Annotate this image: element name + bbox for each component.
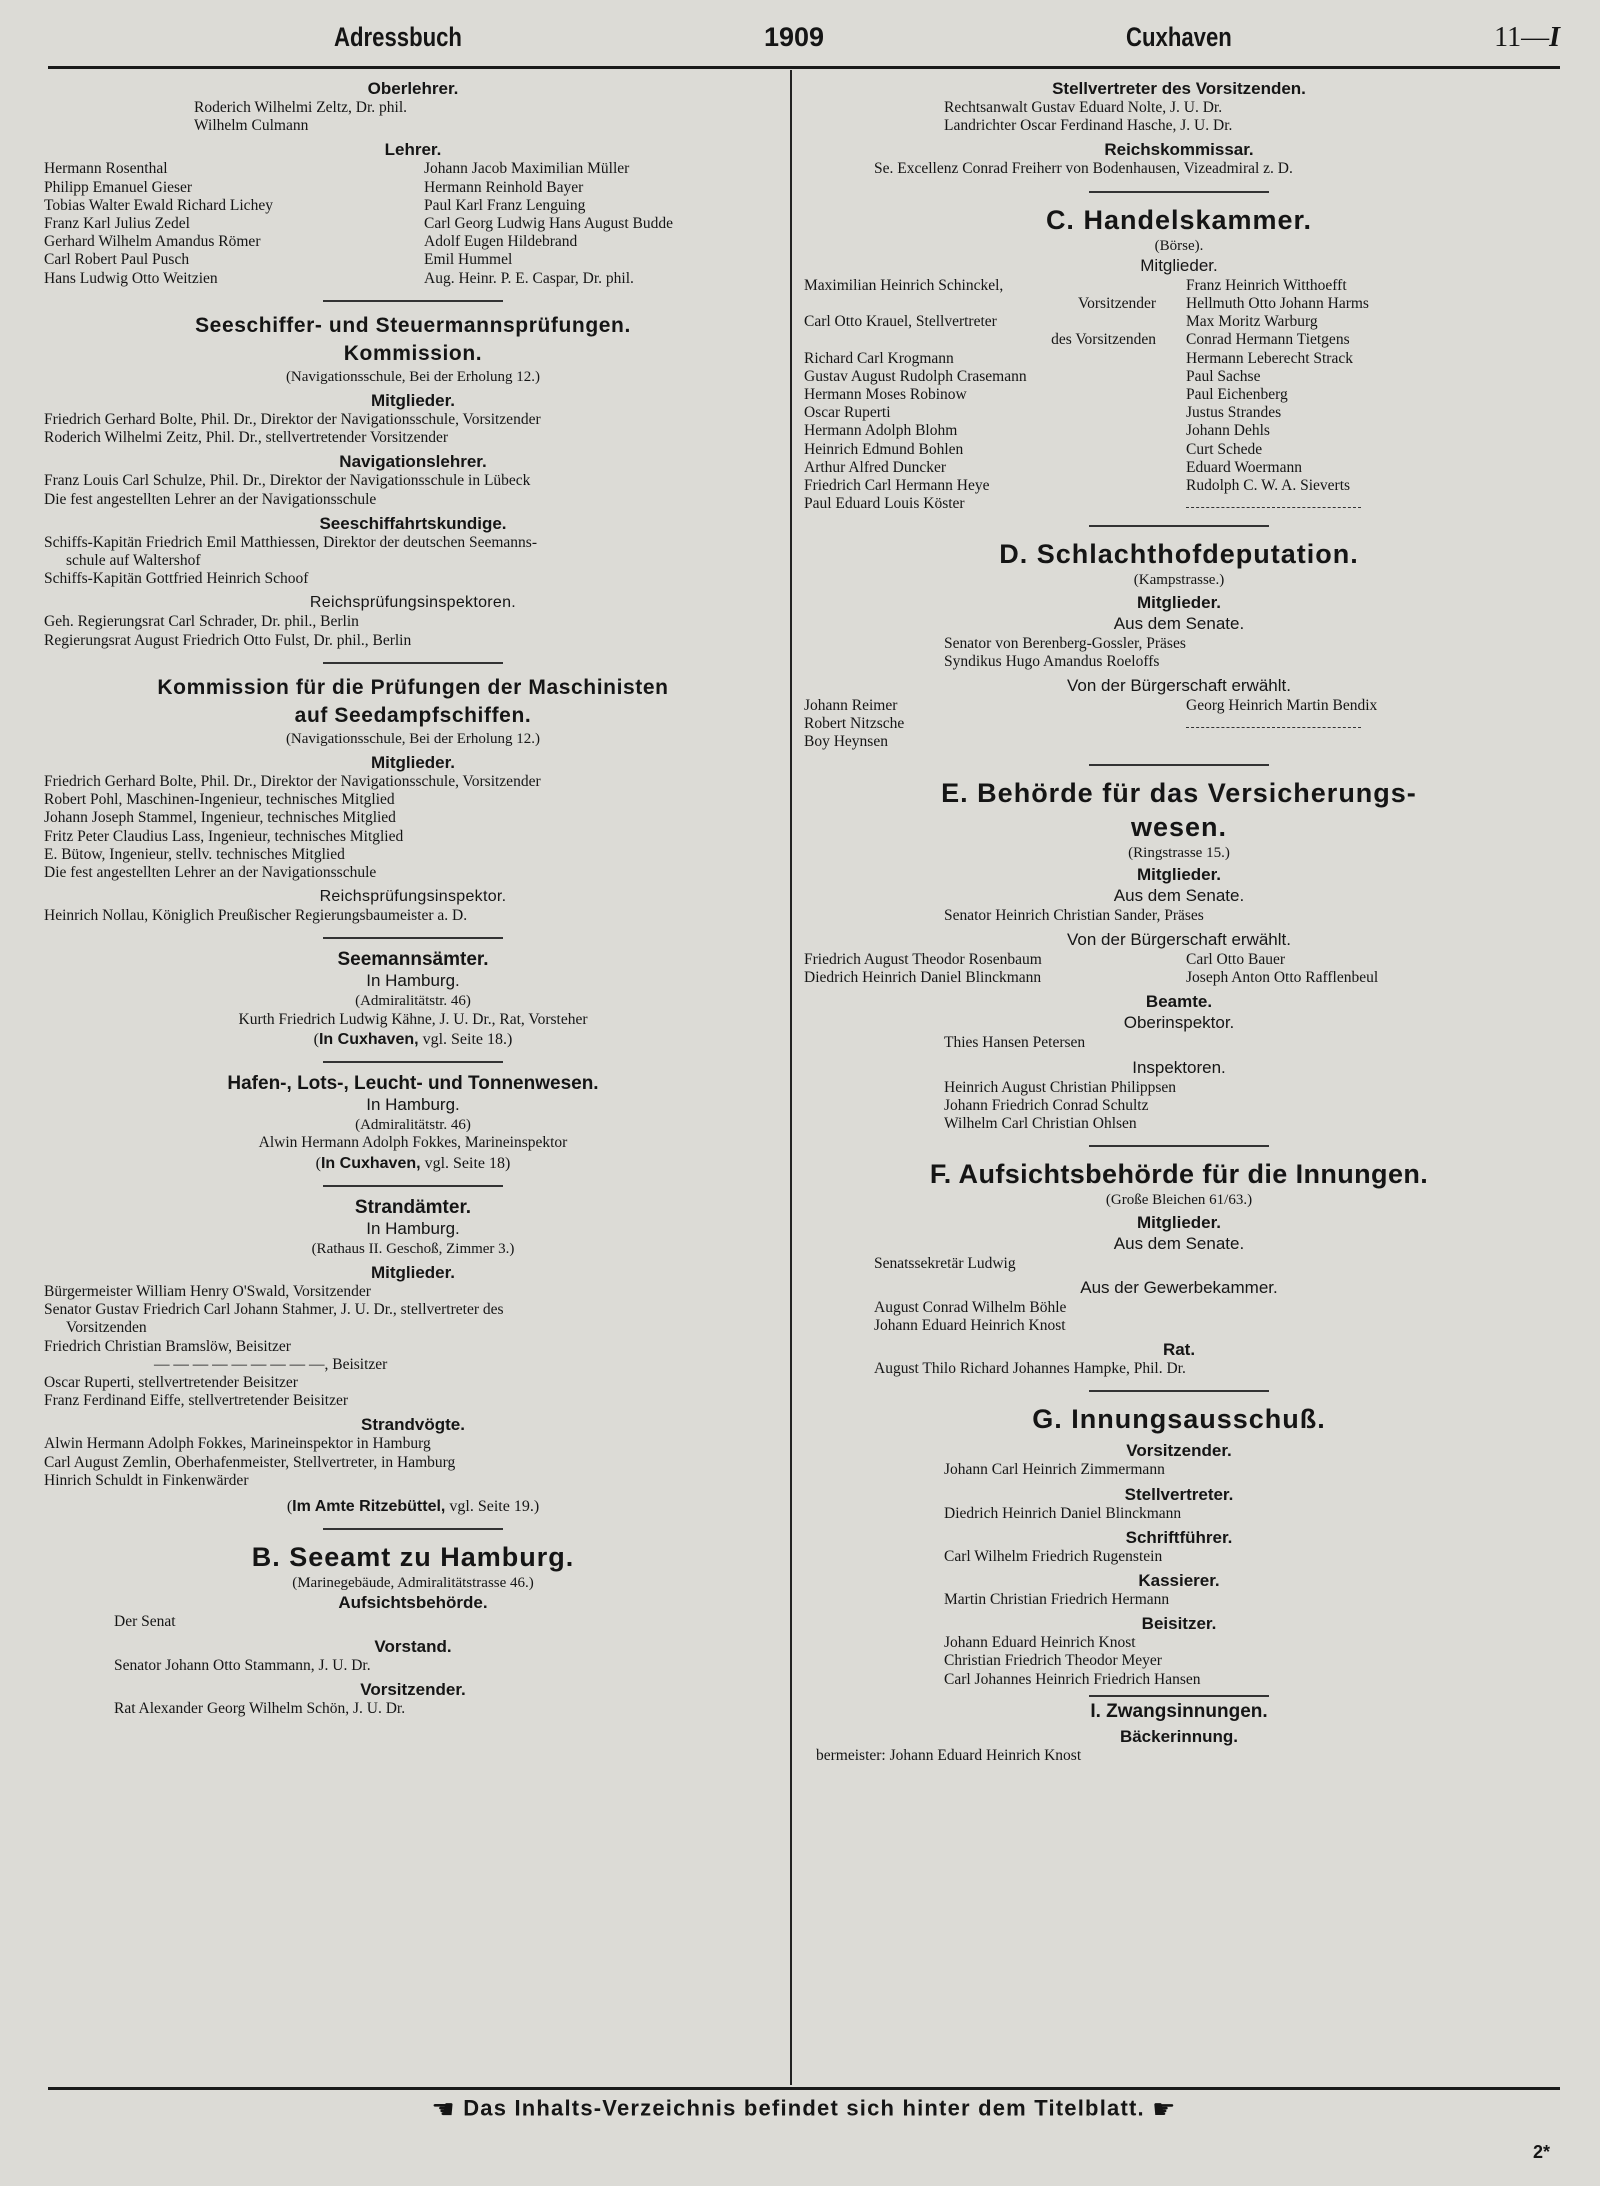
navigationslehrer-heading: Navigationslehrer. [339, 452, 487, 472]
list-item: Syndikus Hugo Amandus Roeloffs [944, 652, 1160, 670]
separator [1089, 191, 1269, 193]
beamte-heading: Beamte. [1145, 992, 1213, 1012]
list-item: Diedrich Heinrich Daniel Blinckmann [804, 969, 1042, 987]
list-item: Hinrich Schuldt in Finkenwärder [44, 1471, 249, 1489]
list-item: Carl Johannes Heinrich Friedrich Hansen [944, 1670, 1201, 1688]
gewerbekammer-list [804, 1299, 1554, 1335]
list-item: Oscar Ruperti [804, 404, 891, 422]
seeamt-heading: B. Seeamt zu Hamburg. [251, 1542, 575, 1573]
versicherung-heading-2: wesen. [1130, 811, 1228, 842]
signature-mark: 2* [1532, 2142, 1550, 2162]
header-book-title: Adressbuch [334, 22, 462, 52]
list-item: Johann Eduard Heinrich Knost [874, 1316, 1066, 1334]
header-year: 1909 [764, 22, 825, 52]
innungsausschuss-heading: G. Innungsausschuß. [1032, 1404, 1326, 1435]
list-item: Alwin Hermann Adolph Fokkes, Marineinspektor in Hamburg [44, 1435, 431, 1453]
schlachthof-address: (Kampstrasse.) [1133, 572, 1225, 589]
list-item: Diedrich Heinrich Daniel Blinckmann [944, 1504, 1182, 1522]
list-item: Robert Nitzsche [804, 715, 905, 733]
list-item: Regierungsrat August Friedrich Otto Fulst, Dr. phil., Berlin [44, 631, 412, 649]
strandaemter-mitglieder-heading: Mitglieder. [370, 1262, 456, 1282]
list-item: Hellmuth Otto Johann Harms [1186, 295, 1369, 313]
list-item: Carl Robert Paul Pusch [44, 251, 190, 269]
innungen-heading: F. Aufsichtsbehörde für die Innungen. [929, 1159, 1429, 1190]
innungen-senat-heading: Aus dem Senate. [1113, 1233, 1245, 1253]
schlachthof-buerger-list [804, 697, 1554, 752]
handelskammer-col-2 [1186, 277, 1554, 514]
list-item: Senator Heinrich Christian Sander, Präses [944, 906, 1204, 924]
footer-note: Das Inhalts-Verzeichnis befindet sich hinter dem Titelblatt. [463, 2095, 1145, 2121]
page-number: 11— [1494, 22, 1550, 53]
list-item: Carl Georg Ludwig Hans August Budde [424, 215, 673, 233]
list-item: Hans Ludwig Otto Weitzien [44, 269, 218, 287]
list-item: Senator Johann Otto Stammann, J. U. Dr. [114, 1656, 371, 1674]
ref-bold: In Cuxhaven, [320, 1154, 421, 1172]
list-item: des Vorsitzenden [1051, 331, 1156, 349]
separator [1089, 525, 1269, 527]
maschinisten-heading-1: Kommission für die Prüfungen der Maschinisten [157, 675, 669, 699]
list-item: Oscar Ruperti, stellvertretender Beisitzer [44, 1373, 298, 1391]
list-item: Die fest angestellten Lehrer an der Navigationsschule [44, 864, 377, 882]
pointing-hand-left-icon: ☚ [431, 2094, 456, 2124]
list-item: Maximilian Heinrich Schinckel, [804, 276, 1004, 294]
list-item: Friedrich Carl Hermann Heye [804, 477, 990, 495]
list-item: Bürgermeister William Henry O'Swald, Vorsitzender [44, 1282, 371, 1300]
list-item: Georg Heinrich Martin Bendix [1186, 697, 1378, 715]
list-item: Heinrich Edmund Bohlen [804, 440, 964, 458]
list-item: Adolf Eugen Hildebrand [424, 233, 578, 251]
versicherung-address: (Ringstrasse 15.) [1128, 844, 1230, 861]
strandaemter-reference [44, 1498, 782, 1516]
header-rule [48, 66, 1560, 69]
list-item: Carl Otto Krauel, Stellvertreter [804, 313, 997, 331]
separator [1089, 1145, 1269, 1147]
list-item: Senatssekretär Ludwig [874, 1254, 1016, 1272]
schlachthof-col-1 [804, 697, 1186, 752]
hafen-person: Alwin Hermann Adolph Fokkes, Marineinspektor [258, 1134, 568, 1152]
list-item: E. Bütow, Ingenieur, stellv. technisches Mitglied [44, 845, 345, 863]
handelskammer-sub: (Börse). [1154, 237, 1204, 254]
seemannsaemter-address: (Admiralitätstr. 46) [355, 993, 471, 1010]
list-item: Schiffs-Kapitän Friedrich Emil Matthiessen, Direktor der deutschen Seemanns- [44, 533, 538, 551]
vorstand-heading: Vorstand. [374, 1636, 452, 1656]
lehrer-col-2 [424, 160, 782, 287]
list-item: Thies Hansen Petersen [944, 1034, 1086, 1052]
seemannsaemter-heading: Seemannsämter. [337, 949, 489, 971]
list-item: Johann Jacob Maximilian Müller [424, 160, 630, 178]
hafen-city: In Hamburg. [366, 1095, 460, 1115]
versicherung-buerger-heading: Von der Bürgerschaft erwählt. [1067, 930, 1291, 950]
list-item: Friedrich Gerhard Bolte, Phil. Dr., Direktor der Navigationsschule, Vorsitzender [44, 773, 541, 791]
list-item: Gustav August Rudolph Crasemann [804, 367, 1027, 385]
aufsichtsbehoerde-heading: Aufsichtsbehörde. [338, 1593, 488, 1613]
list-item: Christian Friedrich Theodor Meyer [944, 1652, 1162, 1670]
list-item: Franz Karl Julius Zedel [44, 215, 190, 233]
list-item: Hermann Leberecht Strack [1186, 349, 1353, 367]
list-item: Paul Sachse [1186, 367, 1261, 385]
list-item: Paul Eduard Louis Köster [804, 495, 965, 513]
seeamt-address: (Marinegebäude, Admiralitätstrasse 46.) [292, 1575, 534, 1592]
rat-heading: Rat. [1162, 1340, 1196, 1360]
seeschiffer-address: (Navigationsschule, Bei der Erholung 12.) [285, 368, 541, 385]
versicherung-buerger-list [804, 951, 1554, 987]
separator [323, 1528, 503, 1530]
ausschuss-schriftfuehrer-heading: Schriftführer. [1125, 1527, 1233, 1547]
list-item: Johann Friedrich Conrad Schultz [944, 1096, 1149, 1114]
list-item: Landrichter Oscar Ferdinand Hasche, J. U. Dr. [944, 117, 1233, 135]
list-item: Carl Otto Bauer [1186, 951, 1286, 969]
list-item: Schiffs-Kapitän Gottfried Heinrich Schoof [44, 570, 309, 588]
list-item: Rat Alexander Georg Wilhelm Schön, J. U. Dr. [114, 1699, 406, 1717]
versicherung-col-2 [1186, 951, 1554, 987]
list-item: Franz Ferdinand Eiffe, stellvertretender Beisitzer [44, 1392, 348, 1410]
list-item: Philipp Emanuel Gieser [44, 178, 193, 196]
page-footer [48, 2094, 1560, 2125]
list-item: Richard Carl Krogmann [804, 349, 954, 367]
list-item: Carl Wilhelm Friedrich Rugenstein [944, 1547, 1163, 1565]
list-item: Hermann Moses Robinow [804, 386, 967, 404]
strandvoegte-heading: Strandvögte. [361, 1415, 465, 1435]
schlachthof-mitglieder-heading: Mitglieder. [1136, 592, 1222, 612]
strandaemter-city: In Hamburg. [366, 1218, 460, 1238]
footer-rule [48, 2087, 1560, 2090]
list-item: Friedrich Christian Bramslöw, Beisitzer [44, 1337, 291, 1355]
ausschuss-vorsitzender-heading: Vorsitzender. [1126, 1441, 1232, 1461]
list-item: August Thilo Richard Johannes Hampke, Phil. Dr. [874, 1360, 1186, 1378]
list-item: Vorsitzenden [66, 1319, 147, 1337]
list-item: Senator Gustav Friedrich Carl Johann Stahmer, J. U. Dr., stellvertreter des [44, 1301, 504, 1319]
innungen-address: (Große Bleichen 61/63.) [1105, 1192, 1253, 1209]
list-item: schule auf Waltershof [66, 552, 201, 570]
list-item: Senator von Berenberg-Gossler, Präses [944, 634, 1186, 652]
oberlehrer-heading: Oberlehrer. [367, 79, 459, 98]
list-item: Johann Dehls [1186, 422, 1270, 440]
list-item: Die fest angestellten Lehrer an der Navigationsschule [44, 490, 377, 508]
list-item: Joseph Anton Otto Rafflenbeul [1186, 969, 1379, 987]
handelskammer-list [804, 277, 1554, 514]
seeschiffer-mitglieder-heading: Mitglieder. [370, 391, 456, 411]
list-item: Emil Hummel [424, 251, 513, 269]
ref-bold: Im Amte Ritzebüttel, [292, 1497, 446, 1515]
ref-paren: ( [286, 1497, 293, 1515]
innungen-mitglieder-heading: Mitglieder. [1136, 1212, 1222, 1232]
versicherung-col-1 [804, 951, 1186, 987]
list-item: Friedrich August Theodor Rosenbaum [804, 951, 1042, 969]
vorsitzender-heading: Vorsitzender. [360, 1679, 466, 1699]
ref-bold: In Cuxhaven, [318, 1030, 419, 1048]
stellvertreter-heading: Stellvertreter des Vorsitzenden. [1052, 79, 1306, 98]
list-item: Paul Karl Franz Lenguing [424, 196, 586, 214]
ref-paren: ( [313, 1030, 319, 1048]
strandaemter-address: (Rathaus II. Geschoß, Zimmer 3.) [311, 1240, 515, 1257]
separator [323, 300, 503, 302]
ausschuss-stellvertreter-heading: Stellvertreter. [1124, 1484, 1234, 1504]
list-item: Arthur Alfred Duncker [804, 458, 947, 476]
list-item: Hermann Reinhold Bayer [424, 178, 584, 196]
list-item: Curt Schede [1186, 440, 1263, 458]
gewerbekammer-heading: Aus der Gewerbekammer. [1080, 1277, 1278, 1297]
list-item: Hermann Rosenthal [44, 160, 168, 178]
list-item: Wilhelm Culmann [194, 117, 309, 135]
versicherung-heading-1: E. Behörde für das Versicherungs- [941, 777, 1417, 808]
schlachthof-buerger-heading: Von der Bürgerschaft erwählt. [1067, 676, 1291, 696]
versicherung-senat-heading: Aus dem Senate. [1113, 885, 1245, 905]
separator [1089, 1695, 1269, 1697]
seeschiffer-heading: Seeschiffer- und Steuermannsprüfungen. [195, 313, 631, 337]
list-item: Heinrich Nollau, Königlich Preußischer Regierungsbaumeister a. D. [44, 907, 468, 925]
ausschuss-beisitzer-list [804, 1634, 1554, 1689]
header-city: Cuxhaven [1126, 22, 1232, 52]
reichskommissar-heading: Reichskommissar. [1104, 140, 1254, 160]
list-item: Conrad Hermann Tietgens [1186, 331, 1350, 349]
ref-rest: vgl. Seite 19.) [445, 1497, 540, 1515]
list-item: Johann Joseph Stammel, Ingenieur, technisches Mitglied [44, 809, 396, 827]
dash-placeholder [1186, 715, 1554, 733]
seemannsaemter-reference [44, 1031, 782, 1049]
seemannsaemter-city: In Hamburg. [366, 971, 460, 991]
ausschuss-beisitzer-heading: Beisitzer. [1141, 1614, 1217, 1634]
baeckerinnung-heading: Bäckerinnung. [1119, 1726, 1239, 1746]
list-item: Rudolph C. W. A. Sieverts [1186, 477, 1351, 495]
maschinisten-mitglieder-heading: Mitglieder. [370, 753, 456, 773]
ref-rest: vgl. Seite 18.) [418, 1030, 513, 1048]
column-divider [790, 70, 792, 2085]
list-item: Geh. Regierungsrat Carl Schrader, Dr. phil., Berlin [44, 613, 359, 631]
list-item: Franz Louis Carl Schulze, Phil. Dr., Direktor der Navigationsschule in Lübeck [44, 472, 531, 490]
oberinspektor-heading: Oberinspektor. [1123, 1013, 1235, 1033]
list-item: Friedrich Gerhard Bolte, Phil. Dr., Direktor der Navigationsschule, Vorsitzender [44, 411, 541, 429]
list-item: Max Moritz Warburg [1186, 313, 1318, 331]
list-item: Justus Strandes [1186, 404, 1282, 422]
maschinisten-address: (Navigationsschule, Bei der Erholung 12.) [285, 730, 541, 747]
list-item: — — — — — — — — —, Beisitzer [154, 1355, 388, 1373]
list-item: Martin Christian Friedrich Hermann [944, 1590, 1170, 1608]
list-item: Franz Heinrich Witthoefft [1186, 276, 1347, 294]
separator [323, 937, 503, 939]
list-item: Tobias Walter Ewald Richard Lichey [44, 196, 273, 214]
right-column [804, 78, 1554, 1765]
list-item: bermeister: Johann Eduard Heinrich Knost [816, 1746, 1082, 1764]
list-item: Heinrich August Christian Philippsen [944, 1078, 1177, 1096]
versicherung-mitglieder-heading: Mitglieder. [1136, 864, 1222, 884]
list-item: Se. Excellenz Conrad Freiherr von Bodenhausen, Vizeadmiral z. D. [874, 160, 1293, 178]
lehrer-list [44, 160, 782, 287]
schlachthof-col-2 [1186, 697, 1554, 752]
list-item: Carl August Zemlin, Oberhafenmeister, Stellvertreter, in Hamburg [44, 1453, 456, 1471]
reichspruefungsinspektor-heading: Reichsprüfungsinspektor. [319, 888, 507, 906]
handelskammer-heading: C. Handelskammer. [1045, 204, 1313, 235]
handelskammer-col-1 [804, 277, 1186, 514]
inspektoren-list [804, 1079, 1554, 1134]
list-item: Johann Carl Heinrich Zimmermann [944, 1461, 1165, 1479]
list-item: August Conrad Wilhelm Böhle [874, 1298, 1067, 1316]
zwangsinnungen-heading: I. Zwangsinnungen. [1090, 1700, 1268, 1722]
oberlehrer-list [44, 99, 782, 135]
separator [323, 662, 503, 664]
list-item: Johann Eduard Heinrich Knost [944, 1634, 1136, 1652]
lehrer-col-1 [44, 160, 424, 287]
list-item: Aug. Heinr. P. E. Caspar, Dr. phil. [424, 269, 634, 287]
seeschiffer-subheading: Kommission. [343, 341, 483, 365]
separator [323, 1061, 503, 1063]
hafen-heading: Hafen-, Lots-, Leucht- und Tonnenwesen. [227, 1073, 599, 1095]
hafen-address: (Admiralitätstr. 46) [355, 1117, 471, 1134]
list-item: Gerhard Wilhelm Amandus Römer [44, 233, 261, 251]
list-item: Wilhelm Carl Christian Ohlsen [944, 1115, 1137, 1133]
lehrer-heading: Lehrer. [384, 140, 442, 160]
stellvertreter-list [804, 99, 1554, 135]
handelskammer-mitglieder-heading: Mitglieder. [1140, 255, 1218, 275]
dash-placeholder [1186, 495, 1554, 513]
list-item: Roderich Wilhelmi Zeltz, Dr. phil. [194, 99, 408, 116]
inspektoren-heading: Inspektoren. [1132, 1057, 1226, 1077]
schlachthof-senat-heading: Aus dem Senate. [1113, 613, 1245, 633]
list-item: Roderich Wilhelmi Zeitz, Phil. Dr., stellvertretender Vorsitzender [44, 429, 448, 447]
maschinisten-heading-2: auf Seedampfschiffen. [294, 703, 532, 727]
ref-rest: vgl. Seite 18) [420, 1154, 511, 1172]
strandaemter-heading: Strandämter. [354, 1196, 472, 1218]
list-item: Rechtsanwalt Gustav Eduard Nolte, J. U. Dr. [944, 99, 1223, 116]
header-page-number [1494, 22, 1560, 54]
schlachthof-heading: D. Schlachthofdeputation. [999, 539, 1359, 570]
list-item: Der Senat [114, 1613, 176, 1631]
separator [323, 1185, 503, 1187]
list-item: Paul Eichenberg [1186, 386, 1288, 404]
ref-paren: ( [315, 1154, 321, 1172]
separator [1089, 1390, 1269, 1392]
page-header [48, 22, 1560, 64]
ausschuss-kassierer-heading: Kassierer. [1138, 1570, 1220, 1590]
hafen-reference [44, 1155, 782, 1173]
seemannsaemter-person: Kurth Friedrich Ludwig Kähne, J. U. Dr., Rat, Vorsteher [238, 1010, 588, 1028]
separator [1089, 764, 1269, 766]
list-item: Boy Heynsen [804, 733, 888, 751]
list-item: Eduard Woermann [1186, 458, 1302, 476]
list-item: Vorsitzender [1077, 295, 1156, 313]
pointing-hand-right-icon: ☛ [1152, 2094, 1177, 2124]
page-number-suffix: I [1549, 22, 1560, 53]
list-item: Robert Pohl, Maschinen-Ingenieur, technisches Mitglied [44, 791, 395, 809]
seeschiffahrtskundige-heading: Seeschiffahrtskundige. [319, 513, 507, 533]
reichspruefungsinspektoren-heading: Reichsprüfungsinspektoren. [309, 594, 517, 612]
list-item: Hermann Adolph Blohm [804, 422, 958, 440]
list-item: Fritz Peter Claudius Lass, Ingenieur, technisches Mitglied [44, 827, 404, 845]
schlachthof-senat-list [804, 635, 1554, 671]
list-item: Johann Reimer [804, 697, 898, 715]
left-column [44, 78, 782, 1718]
